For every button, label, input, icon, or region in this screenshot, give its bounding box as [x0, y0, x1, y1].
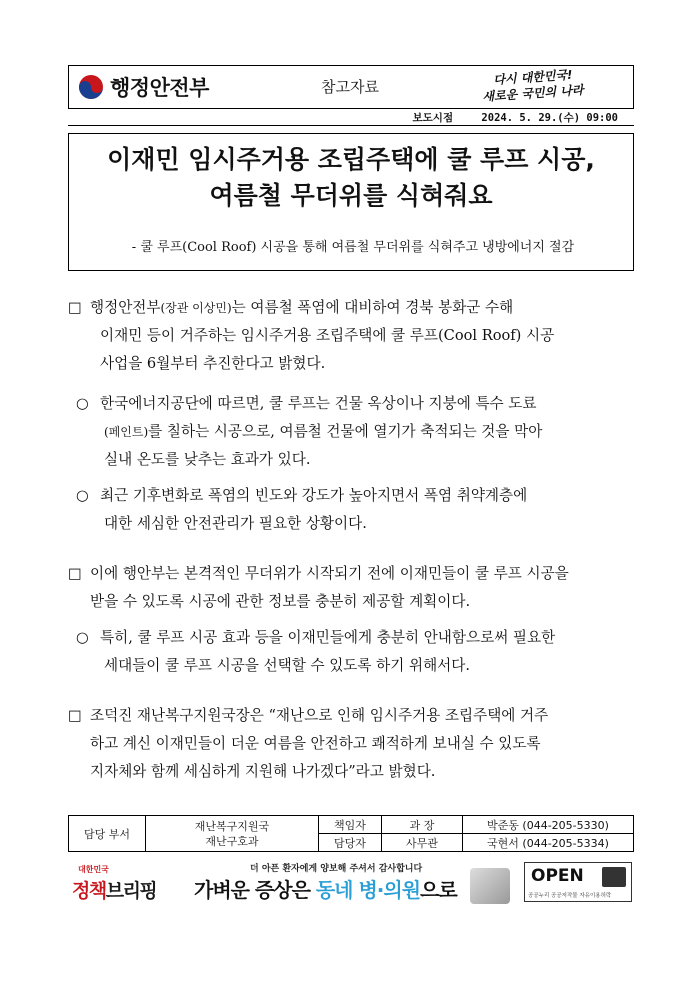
dept-line1: 재난복구지원국: [194, 819, 270, 833]
license-type-icon: [602, 867, 626, 887]
banner-top-text: 더 아픈 환자에게 양보해 주셔서 감사합니다: [250, 864, 423, 874]
p2-line1: 이에 행안부는 본격적인 무더위가 시작되기 전에 이재민들이 쿨 루프 시공을: [90, 565, 569, 582]
square-bullet-icon: □: [68, 707, 82, 724]
square-bullet-icon: □: [68, 299, 82, 316]
paragraph-3: [68, 702, 638, 786]
brand-small-text: 대한민국: [78, 865, 109, 874]
subtitle: - 쿨 루프(Cool Roof) 시공을 통해 여름철 무더위를 식혀주고 냉방에너지 절감: [131, 240, 575, 255]
slogan-line1: 다시 대한민국!: [492, 67, 573, 88]
role-staff: 담당자: [319, 834, 382, 852]
p1-line2: 이재민 등이 거주하는 임시주거용 조립주택에 쿨 루프(Cool Roof) 시공: [100, 327, 555, 344]
paragraph-1: [68, 294, 638, 378]
open-caption: 공공누리 공공저작물 자유이용허락: [528, 893, 612, 899]
s3-line2: 세대들이 쿨 루프 시공을 선택할 수 있도록 하기 위해서다.: [104, 657, 470, 674]
campaign-banner: [180, 858, 510, 906]
banner-main-highlight: 동네 병·의원: [315, 878, 421, 902]
p3-line3: 지자체와 함께 세심하게 지원해 나가겠다”라고 밝혔다.: [90, 763, 436, 780]
doc-type: 참고자료: [321, 78, 379, 96]
sub-paragraph-3: [76, 624, 636, 680]
circle-bullet-icon: ○: [76, 487, 89, 504]
release-label: 보도시점: [412, 112, 454, 124]
slogan-line2: 새로운 국민의 나라: [482, 82, 584, 104]
contact-table: [68, 815, 634, 852]
title-line1: 이재민 임시주거용 조립주택에 쿨 루프 시공,: [107, 145, 595, 174]
sub-paragraph-1: [76, 390, 636, 474]
p1-line3: 사업을 6월부터 추진한다고 밝혔다.: [100, 355, 326, 372]
release-time: 2024. 5. 29.(수) 09:00: [481, 112, 618, 124]
title-staff: 사무관: [382, 834, 463, 852]
page-title: [68, 142, 634, 214]
circle-bullet-icon: ○: [76, 629, 89, 646]
taegeuk-logo-icon: [78, 74, 104, 100]
p2-line2: 받을 수 있도록 시공에 관한 정보를 충분히 제공할 계획이다.: [90, 593, 471, 610]
banner-main-a: 가벼운 증상은: [194, 878, 316, 902]
s1-line2: 를 칠하는 시공으로, 여름철 건물에 열기가 축적되는 것을 막아: [148, 423, 543, 440]
square-bullet-icon: □: [68, 565, 82, 582]
sub-paragraph-2: [76, 482, 636, 538]
brand-main-a: 정책: [72, 880, 106, 902]
brand-main-b: 브리핑: [105, 880, 157, 902]
p1-note: (장관 이상민): [160, 301, 232, 315]
s2-line2: 대한 세심한 안전관리가 필요한 상황이다.: [104, 515, 367, 532]
s2-line1: 최근 기후변화로 폭염의 빈도와 강도가 높아지면서 폭염 취약계층에: [100, 487, 528, 504]
person-manager: 박준동 (044-205-5330): [463, 816, 634, 834]
title-manager: 과 장: [382, 816, 463, 834]
s1-line3: 실내 온도를 낮추는 효과가 있다.: [104, 451, 311, 468]
paragraph-2: [68, 560, 638, 616]
s1-note: (페인트): [104, 425, 149, 439]
banner-main-c: 으로: [420, 878, 457, 902]
circle-bullet-icon: ○: [76, 395, 89, 412]
p3-line2: 하고 계신 이재민들이 더운 여름을 안전하고 쾌적하게 보내실 수 있도록: [90, 735, 541, 752]
role-manager: 책임자: [319, 816, 382, 834]
dept-line2: 재난구호과: [205, 834, 259, 848]
ministry-logo: [78, 72, 228, 102]
s1-line1: 한국에너지공단에 따르면, 쿨 루프는 건물 옥상이나 지붕에 특수 도료: [100, 395, 537, 412]
release-info: [413, 110, 618, 125]
s3-line1: 특히, 쿨 루프 시공 효과 등을 이재민들에게 충분히 안내함으로써 필요한: [100, 629, 556, 646]
ministry-name: 행정안전부: [110, 76, 209, 100]
open-license-badge: [524, 862, 632, 902]
hospital-illustration-icon: [470, 868, 510, 904]
p3-line1: 조덕진 재난복구지원국장은 “재난으로 인해 임시주거용 조립주택에 거주: [90, 707, 549, 724]
person-staff: 국현서 (044-205-5334): [463, 834, 634, 852]
p1-text-cont: 는 여름철 폭염에 대비하여 경북 봉화군 수해: [231, 299, 514, 316]
open-word: OPEN: [531, 866, 584, 886]
title-line2: 여름철 무더위를 식혀줘요: [209, 181, 493, 210]
p1-text: 행정안전부: [90, 299, 161, 316]
policy-briefing-logo: [70, 860, 160, 910]
dept-name: [146, 816, 319, 852]
dept-label: 담당 부서: [69, 816, 146, 852]
